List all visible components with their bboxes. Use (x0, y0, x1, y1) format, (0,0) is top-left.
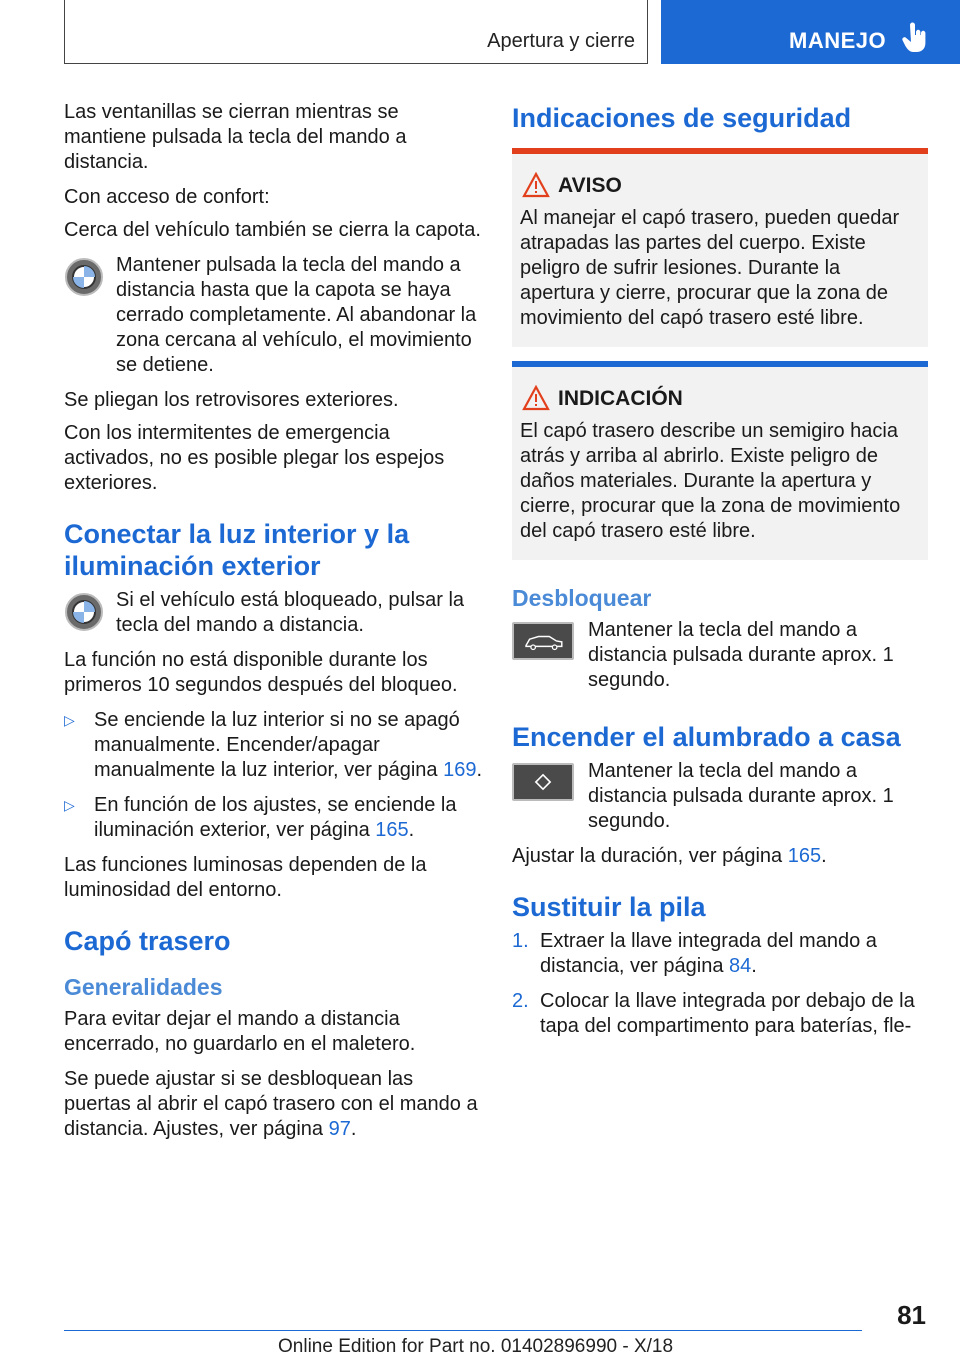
warning-box (512, 148, 928, 347)
left-column (64, 100, 484, 1152)
heading-interior-light: Conectar la luz interior y la iluminación exterior (64, 519, 410, 581)
bmw-remote-key-icon (64, 592, 104, 632)
list-item: ▷ Se enciende la luz interior si no se apagó manualmente. Encender/apagar manualmente la luz interior, ver página 169. (64, 709, 483, 781)
footer-divider (64, 1330, 862, 1331)
list-item (512, 989, 928, 1039)
chapter-tab[interactable] (661, 0, 960, 64)
header-section-box (64, 0, 648, 64)
footer-edition: Online Edition for Part no. 01402896990 - X/18 (278, 1336, 674, 1357)
heading-general: Generalidades (64, 974, 223, 1000)
page-link-165[interactable]: 165 (787, 845, 822, 867)
paragraph-light-functions: Las funciones luminosas dependen de la luminosidad del entorno. (64, 854, 427, 901)
list-item-text: En función de los ajustes, se enciende la iluminación exterior, ver página (94, 794, 457, 841)
remote-key-text: Mantener pulsada la tecla del mando a distancia hasta que la capota se haya cerrado completamente. Al abandonar la zona cercana al vehículo, el movimiento se detiene. (116, 254, 477, 376)
step-text: Extraer la llave integrada del mando a distancia, ver página (540, 930, 877, 977)
step-number: 2. (512, 990, 529, 1012)
paragraph-windows: Las ventanillas se cierran mientras se mantiene pulsada la tecla del mando a distancia. (64, 101, 407, 173)
list-item: ▷ En función de los ajustes, se enciende la iluminación exterior, ver página 165. (64, 794, 457, 841)
triangle-bullet-icon: ▷ (64, 797, 75, 813)
heading-unlock: Desbloquear (512, 585, 652, 611)
remote-key-light-text: Si el vehículo está bloqueado, pulsar la tecla del mando a distancia. (116, 589, 465, 636)
step-number: 1. (512, 930, 529, 952)
hand-pointer-icon (901, 22, 929, 54)
heading-tailgate: Capó trasero (64, 926, 231, 956)
bmw-remote-key-icon (64, 257, 104, 297)
page-link-169[interactable]: 169 (443, 759, 477, 781)
paragraph-mirrors-fold: Se pliegan los retrovisores exteriores. (64, 389, 399, 411)
warning-text: Al manejar el capó trasero, pueden quedar atrapadas las partes del cuerpo. Existe peligro de sufrir lesiones. Durante la apertura y cierre, procurar que la zona de movimiento del capó trasero esté libre. (520, 207, 900, 329)
paragraph-function-unavailable: La función no está disponible durante los primeros 10 segundos después del bloqueo. (64, 649, 458, 696)
heading-replace-battery: Sustituir la pila (512, 892, 706, 922)
page-link-84[interactable]: 84 (729, 955, 752, 977)
unlock-instruction (512, 618, 928, 693)
settings-text: Se puede ajustar si se desbloquean las puertas al abrir el capó trasero con el mando a distancia. Ajustes, ver página (64, 1068, 478, 1140)
remote-key-light-instruction (64, 588, 484, 638)
notice-box (512, 361, 928, 560)
paragraph-tailgate-settings: Se puede ajustar si se desbloquean las puertas al abrir el capó trasero con el mando a distancia. Ajustes, ver página 97. (64, 1068, 478, 1140)
page-link-97[interactable]: 97 (328, 1118, 351, 1140)
step-text: Colocar la llave integrada por debajo de la tapa del compartimento para baterías, fle- (540, 990, 915, 1037)
heading-safety: Indicaciones de seguridad (512, 103, 852, 133)
remote-key-instruction (64, 253, 484, 378)
heading-home-lights: Encender el alumbrado a casa (512, 722, 901, 752)
home-lights-instruction (512, 759, 928, 834)
page-number: 81 (897, 1300, 926, 1330)
list-item: 1. Extraer la llave integrada del mando a distancia, ver página 84. (512, 930, 877, 977)
notice-title: INDICACIÓN (558, 387, 683, 410)
warning-triangle-icon (522, 172, 550, 198)
paragraph-hazard-lights: Con los intermitentes de emergencia activados, no es posible plegar los espejos exteriores. (64, 422, 445, 494)
paragraph-comfort-access: Con acceso de confort: (64, 186, 270, 208)
triangle-bullet-icon: ▷ (64, 712, 75, 728)
notice-triangle-icon (522, 385, 550, 411)
section-title: Apertura y cierre (487, 30, 635, 52)
warning-title: AVISO (558, 174, 622, 197)
paragraph-trunk-warning: Para evitar dejar el mando a distancia encerrado, no guardarlo en el maletero. (64, 1008, 416, 1055)
home-lights-text: Mantener la tecla del mando a distancia pulsada durante aprox. 1 segundo. (588, 760, 894, 832)
car-trunk-button-icon (512, 622, 574, 660)
unlock-text: Mantener la tecla del mando a distancia pulsada durante aprox. 1 segundo. (588, 619, 894, 691)
page-link-165[interactable]: 165 (375, 819, 409, 841)
notice-text: El capó trasero describe un semigiro hacia atrás y arriba al abrirlo. Existe peligro de daños materiales. Durante la apertura y cierre, procurar que la zona de movimiento del capó trasero esté libre. (520, 420, 901, 542)
list-item-text: Se enciende la luz interior si no se apagó manualmente. Encender/apagar manualmente la luz interior, ver página (94, 709, 460, 781)
paragraph-soft-top: Cerca del vehículo también se cierra la capota. (64, 219, 481, 241)
right-column: Indicaciones de seguridad AVISO Al manejar el capó trasero, pueden quedar atrapadas las partes del cuerpo. Existe peligro de sufrir lesiones. Durante la apertura y cierre, procurar que la zona de movimiento del capó trasero esté libre. INDICACIÓN El capó trasero describe un semigiro hacia atrás y arriba al abrirlo. Existe peligro de daños materiales. Durante la apertura y cierre, procurar que la zona de movimiento del capó trasero esté libre. Desbloquear Mantener la tecla del mando a distancia pulsada durante aprox. 1 segundo. Encender el alumbrado a casa Mantener la tecla del mando a distancia pulsada durante aprox. 1 segundo. Ajustar la duración, ver página 165. Sustituir la pila 1. Extraer la llave integrada del mando a distancia, ver página 84. 2. Colocar la llave integrada por debajo de la tapa del compartimento para baterías, fle- (512, 100, 928, 1049)
adjust-duration-text: Ajustar la duración, ver página (512, 845, 788, 867)
chapter-label: MANEJO (789, 28, 887, 53)
diamond-button-icon (512, 763, 574, 801)
